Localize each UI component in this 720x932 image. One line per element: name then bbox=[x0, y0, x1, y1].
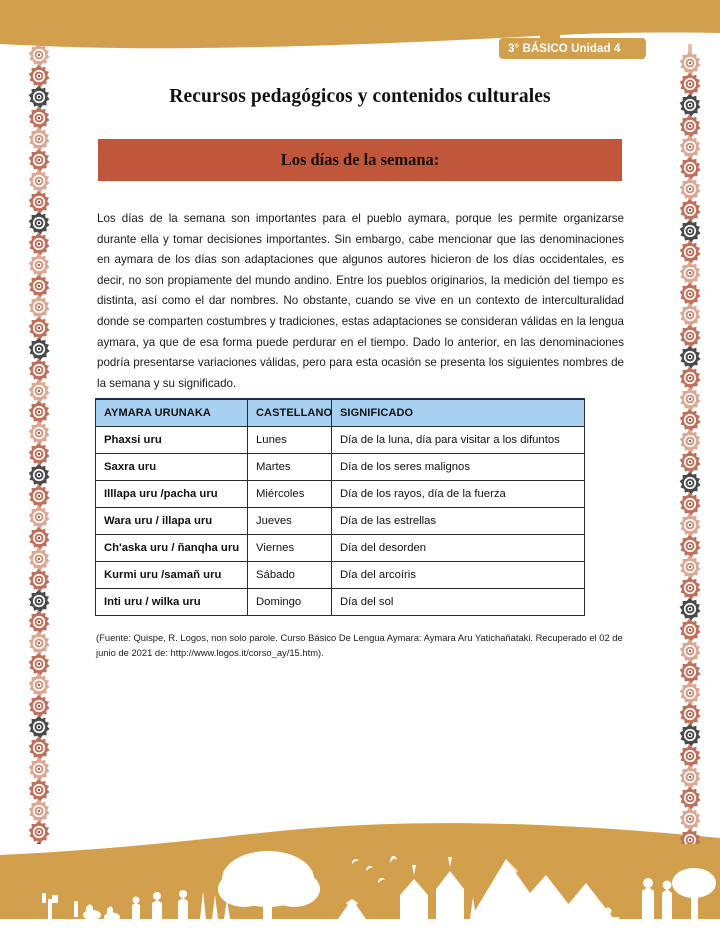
cell-aymara: Ch'aska uru / ñanqha uru bbox=[96, 534, 248, 561]
cell-castellano: Viernes bbox=[248, 534, 332, 561]
cell-aymara: Phaxsi uru bbox=[96, 426, 248, 453]
table-row bbox=[96, 561, 585, 588]
body-paragraph: Los días de la semana son importantes para el pueblo aymara, porque les permite organizarse durante ella y tomar decisiones importantes. Sin embargo, cabe mencionar que las denominaciones en aymara de los días son adaptaciones que algunos autores hicieron de los días occidentales, es decir, no son propiamente del mundo andino. Entre los pueblos originarios, la medición del tiempo es distinta, así como el dar nombres. No obstante, cuando se vive en un contexto de interculturalidad donde se comparten costumbres y tradiciones, estas adaptaciones se consideran válidas en la lengua aymara, ya que de esa forma puede perdurar en el tiempo. Dado lo anterior, en las denominaciones podría presentarse variaciones válidas, pero para esta ocasión se presenta los siguientes nombres de la semana y su significado. bbox=[97, 212, 624, 390]
table-row bbox=[96, 588, 585, 615]
column-header-aymara: AYMARA URUNAKA bbox=[96, 399, 248, 426]
cell-castellano: Sábado bbox=[248, 561, 332, 588]
source-citation: (Fuente: Quispe, R. Logos, non solo parole. Curso Básico De Lengua Aymara: Aymara Aru Yatichañataki. Recuperado el 02 de junio de 2021 de: http://www.logos.it/corso_ay/15.htm). bbox=[96, 632, 623, 658]
days-of-week-table bbox=[95, 398, 585, 616]
table-header-row bbox=[96, 399, 585, 426]
table-row bbox=[96, 507, 585, 534]
cell-aymara: Inti uru / wilka uru bbox=[96, 588, 248, 615]
cell-significado: Día de los rayos, día de la fuerza bbox=[332, 480, 585, 507]
table-row bbox=[96, 426, 585, 453]
right-decorative-border bbox=[673, 44, 707, 844]
section-banner-title: Los días de la semana: bbox=[98, 139, 622, 181]
cell-castellano: Jueves bbox=[248, 507, 332, 534]
cell-castellano: Domingo bbox=[248, 588, 332, 615]
cell-significado: Día de la luna, día para visitar a los difuntos bbox=[332, 426, 585, 453]
cell-castellano: Miércoles bbox=[248, 480, 332, 507]
cell-aymara: Kurmi uru /samañ uru bbox=[96, 561, 248, 588]
table-row bbox=[96, 534, 585, 561]
cell-aymara: Illlapa uru /pacha uru bbox=[96, 480, 248, 507]
cell-castellano: Martes bbox=[248, 453, 332, 480]
cell-castellano: Lunes bbox=[248, 426, 332, 453]
cell-significado: Día de los seres malignos bbox=[332, 453, 585, 480]
column-header-significado: SIGNIFICADO bbox=[332, 399, 585, 426]
cell-aymara: Saxra uru bbox=[96, 453, 248, 480]
left-decorative-border bbox=[22, 44, 56, 844]
column-header-castellano: CASTELLANO bbox=[248, 399, 332, 426]
cell-significado: Día del sol bbox=[332, 588, 585, 615]
table-row bbox=[96, 480, 585, 507]
cell-significado: Día del arcoíris bbox=[332, 561, 585, 588]
table-row bbox=[96, 453, 585, 480]
cell-significado: Día de las estrellas bbox=[332, 507, 585, 534]
unit-badge: 3° BÁSICO Unidad 4 bbox=[499, 38, 646, 59]
page-title: Recursos pedagógicos y contenidos culturales bbox=[169, 86, 551, 107]
bottom-landscape-illustration bbox=[0, 807, 720, 932]
cell-significado: Día del desorden bbox=[332, 534, 585, 561]
cell-aymara: Wara uru / illapa uru bbox=[96, 507, 248, 534]
